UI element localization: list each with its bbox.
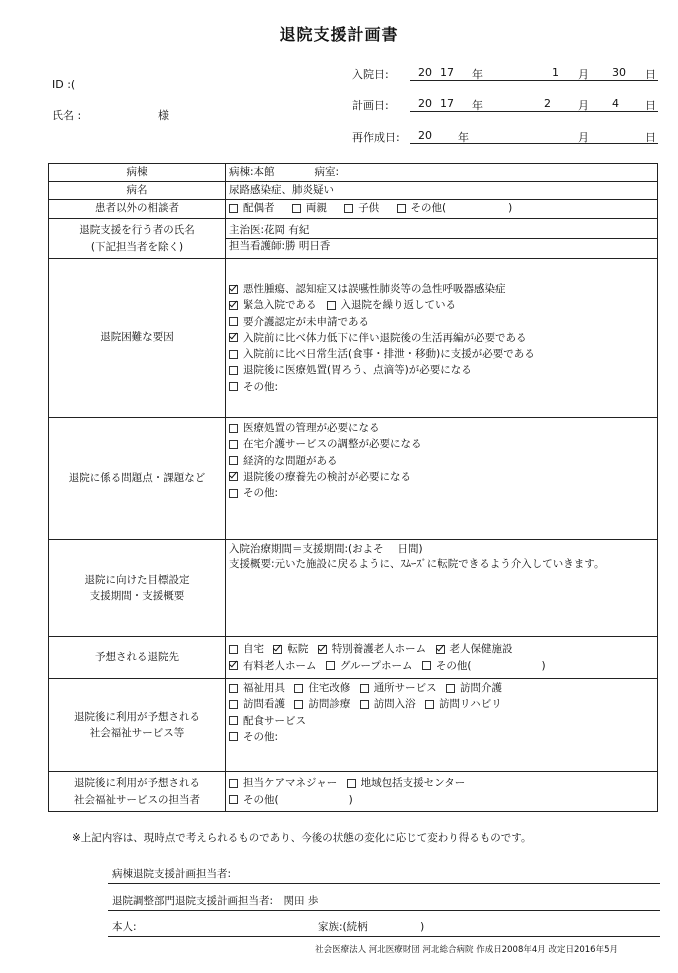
issue-option[interactable]: 医療処置の管理が必要になる [229,420,654,436]
recreate-year-label: 年 [458,131,469,144]
checkbox-icon [422,661,431,670]
checkbox-checked-icon [436,645,445,654]
plan-year-label: 年 [472,99,483,112]
checkbox-icon [425,700,434,709]
recreate-month-label: 月 [578,131,589,144]
admission-yy: 17 [440,66,454,79]
support-summary: 支援概要:元いた施設に戻るように、ｽﾑｰｽﾞに転院できるよう介入していきます。 [229,558,605,571]
checkbox-icon [347,779,356,788]
admission-year-label: 年 [472,68,483,81]
dest-option[interactable]: 自宅 [229,641,264,657]
checkbox-icon [292,204,301,213]
checkbox-icon [229,366,238,375]
disease-row [49,182,658,200]
destination-row [49,637,658,679]
service-option[interactable]: その他: [229,729,654,745]
self-family-line [108,936,660,937]
admission-day: 30 [612,66,626,79]
checkbox-icon [229,795,238,804]
ward-staff-label: 病棟退院支援計画担当者: [112,868,232,880]
checkbox-checked-icon [229,301,238,310]
services-label: 退院後に利用が予想される 社会福祉サービス等 [49,679,226,772]
checkbox-icon [229,440,238,449]
services-row [49,679,658,772]
consultant-row [49,200,658,219]
disease-value: 尿路感染症、肺炎疑い [226,182,658,200]
checkbox-checked-icon [273,645,282,654]
dept-staff-line [108,910,660,911]
destination-options [226,637,658,679]
plan-date-label: 計画日: [352,99,389,112]
checkbox-checked-icon [229,472,238,481]
plan-yy: 17 [440,97,454,110]
checkbox-icon [229,204,238,213]
id-label: ID :( [52,78,76,91]
checkbox-other[interactable]: その他( ) [397,202,513,215]
checkbox-icon [344,204,353,213]
dest-option[interactable]: グループホーム [326,658,413,674]
dept-staff-label: 退院調整部門退院支援計画担当者: 関田 歩 [112,895,319,907]
issue-option[interactable]: その他: [229,485,654,501]
plan-month: 2 [544,97,551,110]
admission-day-label: 日 [645,68,656,81]
checkbox-spouse[interactable]: 配偶者 [229,202,275,215]
checkbox-icon [229,716,238,725]
difficulty-option[interactable]: 入院前に比べ体力低下に伴い退院後の生活再編が必要である [229,330,654,346]
dest-option[interactable]: 有料老人ホーム [229,658,317,674]
service-option[interactable]: 訪問入浴 [360,696,416,712]
destination-label: 予想される退院先 [49,637,226,679]
checkbox-parents[interactable]: 両親 [292,202,327,215]
self-label: 本人: [112,921,137,933]
services-options [226,679,658,772]
room-text: 病室: [314,165,340,178]
service-option[interactable]: 住宅改修 [294,680,350,696]
service-option[interactable]: 福祉用具 [229,680,285,696]
admission-month-label: 月 [578,68,589,81]
difficulty-option[interactable]: 緊急入院である 入退院を繰り返している [229,297,654,313]
goal-values [226,540,658,637]
staff-row [49,219,658,259]
issues-options [226,418,658,540]
plan-era: 20 [418,97,432,110]
issues-label: 退院に係る問題点・課題など [49,418,226,540]
ward-text: 病棟:本館 [229,165,275,178]
checkbox-icon [229,645,238,654]
service-option[interactable]: 通所サービス [360,680,437,696]
checkbox-icon [397,204,406,213]
goal-label: 退院に向けた目標設定 支援期間・支援概要 [49,540,226,637]
staff-label: 退院支援を行う者の氏名 (下記担当者を除く) [49,219,226,259]
recreate-era: 20 [418,129,432,142]
checkbox-icon [229,456,238,465]
checkbox-icon [229,382,238,391]
dest-option[interactable]: 老人保健施設 [436,641,513,657]
disease-label: 病名 [49,182,226,200]
nurse-in-charge: 担当看護師:勝 明日香 [226,238,657,254]
ward-label: 病棟 [49,164,226,182]
service-option[interactable]: 訪問看護 [229,696,285,712]
recreate-date-line [410,143,658,144]
difficulty-option[interactable]: 要介護認定が未申請である [229,314,654,330]
checkbox-icon [229,317,238,326]
checkbox-icon [229,424,238,433]
checkbox-icon [229,350,238,359]
contact-options [226,772,658,812]
difficulty-option[interactable]: 退院後に医療処置(胃ろう、点滴等)が必要になる [229,362,654,378]
staff-values [226,219,658,259]
service-option[interactable]: 訪問リハビリ [425,696,502,712]
checkbox-icon [229,489,238,498]
recreate-date-label: 再作成日: [352,131,400,144]
contact-row [49,772,658,812]
issue-option[interactable]: 経済的な問題がある [229,453,654,469]
difficulty-options [226,259,658,418]
contact-option[interactable]: 担当ケアマネジャー [229,775,337,791]
checkbox-icon [360,700,369,709]
difficulty-row [49,259,658,418]
ward-value [226,164,658,182]
recreate-day-label: 日 [645,131,656,144]
ward-staff-line [108,883,660,884]
goal-row [49,540,658,637]
issues-row [49,418,658,540]
issue-option[interactable]: 退院後の療養先の検討が必要になる [229,469,654,485]
admission-date-line [410,80,658,81]
plan-day-label: 日 [645,99,656,112]
difficulty-option[interactable]: 悪性腫瘍、認知症又は誤嚥性肺炎等の急性呼吸器感染症 [229,281,654,297]
checkbox-icon [360,684,369,693]
ward-row [49,164,658,182]
checkbox-icon [229,684,238,693]
document-title: 退院支援計画書 [279,25,399,44]
attending-doctor: 主治医:花岡 有紀 [229,223,310,236]
dest-option[interactable]: その他( ) [422,658,546,674]
contact-option[interactable]: その他( ) [229,792,654,808]
dest-option[interactable]: 転院 [273,641,308,657]
discharge-plan-table [48,163,658,812]
checkbox-icon [326,661,335,670]
checkbox-icon [294,700,303,709]
plan-date-line [410,111,658,112]
checkbox-checked-icon [229,285,238,294]
checkbox-checked-icon [318,645,327,654]
patient-name-suffix: 様 [158,109,169,122]
checkbox-icon [294,684,303,693]
consultant-options [226,200,658,219]
dest-option[interactable]: 特別養護老人ホーム [318,641,427,657]
checkbox-children[interactable]: 子供 [344,202,379,215]
difficulty-label: 退院困難な要因 [49,259,226,418]
admission-month: 1 [552,66,559,79]
checkbox-checked-icon [229,661,238,670]
patient-name-label: 氏名 : [52,109,82,122]
footer-text: 社会医療法人 河北医療財団 河北総合病院 作成日2008年4月 改定日2016年5月 [315,945,618,955]
difficulty-option[interactable]: 入院前に比べ日常生活(食事・排泄・移動)に支援が必要である [229,346,654,362]
checkbox-icon [229,732,238,741]
difficulty-option[interactable]: その他: [229,379,654,395]
checkbox-icon [229,700,238,709]
plan-month-label: 月 [578,99,589,112]
service-option[interactable]: 配食サービス [229,713,654,729]
consultant-label: 患者以外の相談者 [49,200,226,219]
family-label: 家族:(続柄 ) [318,921,425,933]
disclaimer-note: ※上記内容は、現時点で考えられるものであり、今後の状態の変化に応じて変わり得るものです。 [72,832,532,844]
checkbox-checked-icon [229,333,238,342]
contact-label: 退院後に利用が予想される 社会福祉サービスの担当者 [49,772,226,812]
service-option[interactable]: 訪問介護 [446,680,502,696]
issue-option[interactable]: 在宅介護サービスの調整が必要になる [229,436,654,452]
contact-option[interactable]: 地域包括支援センター [347,775,466,791]
admission-era: 20 [418,66,432,79]
checkbox-icon [446,684,455,693]
checkbox-icon [327,301,336,310]
admission-date-label: 入院日: [352,68,389,81]
service-option[interactable]: 訪問診療 [294,696,350,712]
checkbox-icon [229,779,238,788]
support-period: 入院治療期間＝支援期間:(およそ 日間) [229,543,423,555]
plan-day: 4 [612,97,619,110]
